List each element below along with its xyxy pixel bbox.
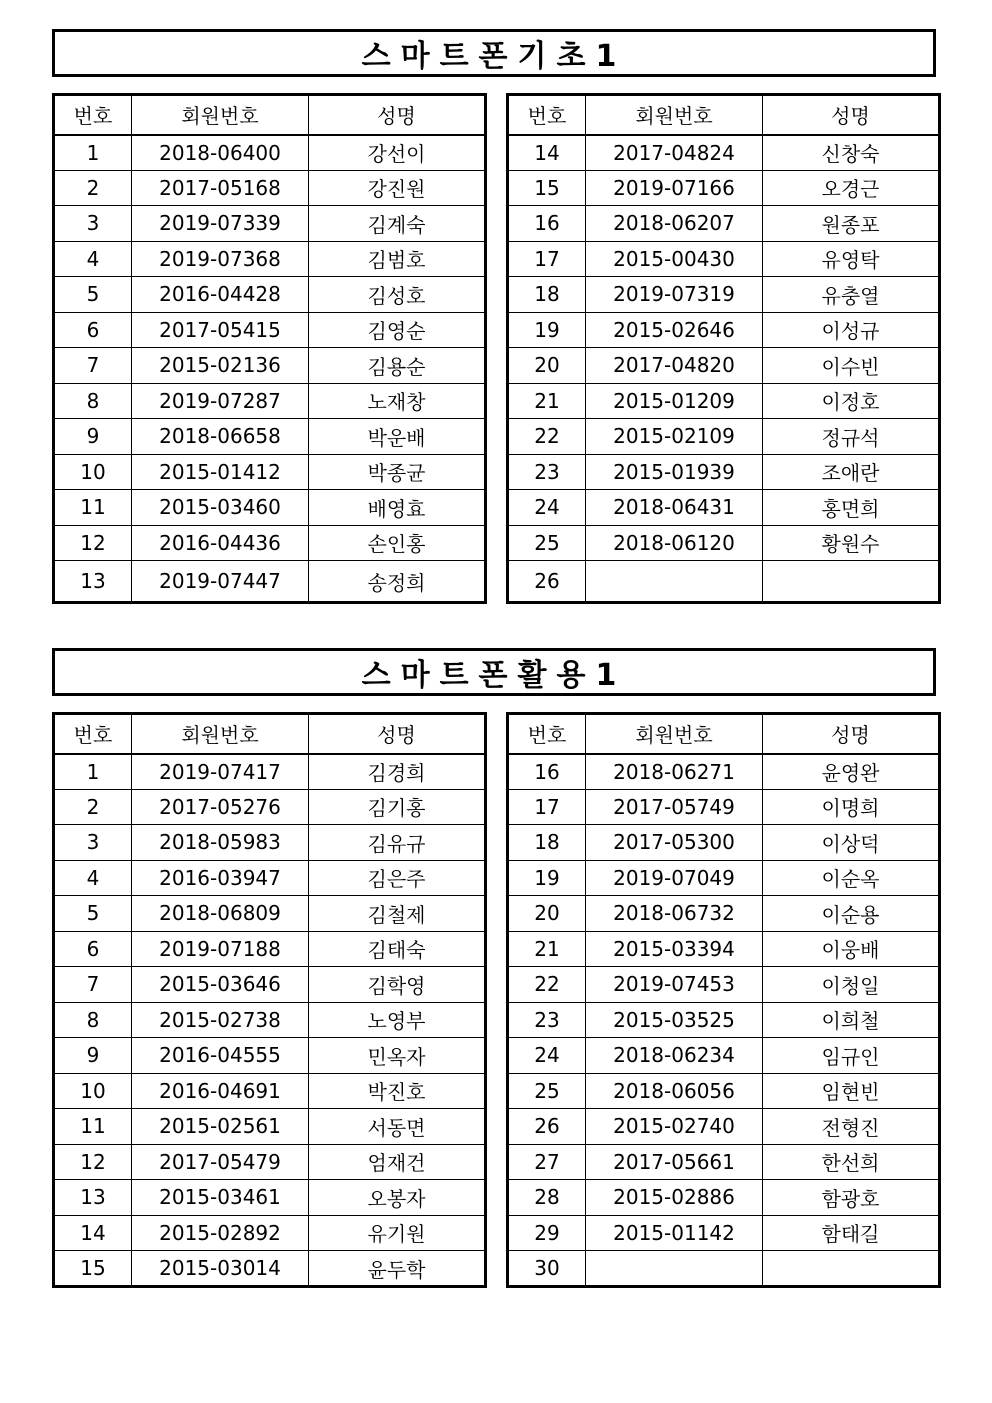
member-id: 2016-04555 [132,1038,309,1074]
row-number: 21 [508,931,586,967]
row-number: 23 [508,1002,586,1038]
roster-table-usage-right [506,712,941,1288]
table-row [54,1109,486,1145]
member-name: 배영효 [309,490,486,526]
member-name: 이청일 [763,967,940,1003]
row-number: 21 [508,383,586,419]
member-id: 2017-05168 [132,170,309,206]
row-number: 15 [508,170,586,206]
member-id: 2015-02892 [132,1215,309,1251]
member-id: 2017-05276 [132,789,309,825]
member-name: 노영부 [309,1002,486,1038]
table-header-row [54,714,486,754]
row-number: 3 [54,206,132,242]
header-number: 번호 [54,95,132,135]
member-id: 2018-06809 [132,896,309,932]
table-row [508,1180,940,1216]
member-name [763,1251,940,1287]
member-id: 2017-05749 [586,789,763,825]
member-name: 김태숙 [309,931,486,967]
row-number: 12 [54,1144,132,1180]
table-row [54,1180,486,1216]
header-member-id: 회원번호 [132,714,309,754]
member-name: 김성호 [309,277,486,313]
member-id: 2017-04824 [586,135,763,171]
table-row [508,383,940,419]
row-number: 13 [54,1180,132,1216]
table-row [508,896,940,932]
row-number: 28 [508,1180,586,1216]
roster-table-usage-left [52,712,487,1288]
member-id: 2019-07166 [586,170,763,206]
table-row [508,348,940,384]
member-id: 2015-02738 [132,1002,309,1038]
member-id: 2018-06234 [586,1038,763,1074]
member-name: 송정희 [309,561,486,603]
row-number: 10 [54,454,132,490]
table-row [54,1144,486,1180]
member-name: 이수빈 [763,348,940,384]
member-id: 2019-07319 [586,277,763,313]
table-row [508,1073,940,1109]
member-name: 노재창 [309,383,486,419]
member-id: 2015-02136 [132,348,309,384]
row-number: 5 [54,277,132,313]
table-row [508,170,940,206]
member-name: 엄재건 [309,1144,486,1180]
member-id: 2018-06658 [132,419,309,455]
member-id: 2015-02740 [586,1109,763,1145]
row-number: 14 [54,1215,132,1251]
table-row [508,931,940,967]
table-row [508,525,940,561]
row-number: 15 [54,1251,132,1287]
member-id: 2019-07417 [132,754,309,790]
row-number: 13 [54,561,132,603]
table-row [508,135,940,171]
table-row [54,170,486,206]
member-id [586,1251,763,1287]
table-row [54,754,486,790]
table-row [54,348,486,384]
member-name: 오봉자 [309,1180,486,1216]
member-id: 2018-06431 [586,490,763,526]
member-name: 강진원 [309,170,486,206]
table-row [508,1215,940,1251]
member-name: 김기홍 [309,789,486,825]
member-id: 2015-00430 [586,241,763,277]
row-number: 17 [508,241,586,277]
member-id: 2015-01142 [586,1215,763,1251]
table-row [508,490,940,526]
member-name: 원종포 [763,206,940,242]
member-id: 2015-03460 [132,490,309,526]
row-number: 20 [508,348,586,384]
member-name: 조애란 [763,454,940,490]
roster-table-basics-left [52,93,487,604]
member-name: 윤두학 [309,1251,486,1287]
table-row [508,825,940,861]
member-id: 2018-06056 [586,1073,763,1109]
member-name: 박종균 [309,454,486,490]
header-name: 성명 [309,95,486,135]
table-row [508,419,940,455]
row-number: 2 [54,789,132,825]
row-number: 5 [54,896,132,932]
table-row [54,277,486,313]
row-number: 30 [508,1251,586,1287]
header-number: 번호 [508,714,586,754]
table-row [508,1002,940,1038]
member-id: 2016-03947 [132,860,309,896]
table-header-row [54,95,486,135]
table-row [54,312,486,348]
member-name: 서동면 [309,1109,486,1145]
row-number: 24 [508,490,586,526]
row-number: 19 [508,312,586,348]
member-name: 김범호 [309,241,486,277]
member-name: 한선희 [763,1144,940,1180]
table-row [54,825,486,861]
member-name: 황원수 [763,525,940,561]
member-id: 2017-04820 [586,348,763,384]
row-number: 10 [54,1073,132,1109]
table-row [508,454,940,490]
row-number: 12 [54,525,132,561]
row-number: 18 [508,277,586,313]
row-number: 1 [54,135,132,171]
member-id: 2017-05661 [586,1144,763,1180]
row-number: 16 [508,754,586,790]
table-row [508,789,940,825]
header-number: 번호 [54,714,132,754]
member-id: 2015-02646 [586,312,763,348]
row-number: 7 [54,348,132,384]
member-id: 2018-05983 [132,825,309,861]
member-name: 이상덕 [763,825,940,861]
member-id: 2019-07188 [132,931,309,967]
header-member-id: 회원번호 [586,95,763,135]
member-name: 유영탁 [763,241,940,277]
member-id: 2018-06400 [132,135,309,171]
row-number: 4 [54,860,132,896]
member-name: 민옥자 [309,1038,486,1074]
member-id: 2015-01412 [132,454,309,490]
member-id: 2017-05300 [586,825,763,861]
table-row [54,383,486,419]
member-id: 2019-07049 [586,860,763,896]
table-row [54,967,486,1003]
table-row [508,241,940,277]
member-name: 유충열 [763,277,940,313]
table-row [54,561,486,603]
member-id: 2016-04436 [132,525,309,561]
table-row [508,1109,940,1145]
row-number: 6 [54,312,132,348]
row-number: 6 [54,931,132,967]
member-name: 오경근 [763,170,940,206]
row-number: 29 [508,1215,586,1251]
member-id: 2016-04428 [132,277,309,313]
member-name: 홍면희 [763,490,940,526]
table-row [54,1251,486,1287]
row-number: 22 [508,419,586,455]
member-id: 2015-01209 [586,383,763,419]
table-row [508,1251,940,1287]
member-name: 손인홍 [309,525,486,561]
member-id: 2019-07453 [586,967,763,1003]
table-row [508,206,940,242]
member-id: 2018-06732 [586,896,763,932]
table-row [54,860,486,896]
row-number: 7 [54,967,132,1003]
member-name: 윤영완 [763,754,940,790]
member-name: 김은주 [309,860,486,896]
table-row [54,135,486,171]
row-number: 19 [508,860,586,896]
table-row [508,754,940,790]
table-row [54,419,486,455]
member-id: 2015-02561 [132,1109,309,1145]
row-number: 18 [508,825,586,861]
member-name: 김경희 [309,754,486,790]
member-id: 2019-07339 [132,206,309,242]
member-name: 이웅배 [763,931,940,967]
table-row [54,931,486,967]
row-number: 25 [508,525,586,561]
row-number: 1 [54,754,132,790]
member-name [763,561,940,603]
member-id: 2018-06120 [586,525,763,561]
row-number: 22 [508,967,586,1003]
member-id: 2016-04691 [132,1073,309,1109]
header-number: 번호 [508,95,586,135]
table-row [508,561,940,603]
member-name: 김용순 [309,348,486,384]
member-name: 신창숙 [763,135,940,171]
member-id: 2015-02109 [586,419,763,455]
member-name: 함태길 [763,1215,940,1251]
member-id: 2018-06271 [586,754,763,790]
member-name: 정규석 [763,419,940,455]
roster-table-basics-right [506,93,941,604]
row-number: 27 [508,1144,586,1180]
row-number: 14 [508,135,586,171]
member-name: 김유규 [309,825,486,861]
member-id: 2018-06207 [586,206,763,242]
member-id: 2017-05415 [132,312,309,348]
member-name: 김계숙 [309,206,486,242]
table-row [508,277,940,313]
row-number: 9 [54,1038,132,1074]
row-number: 11 [54,490,132,526]
table-row [508,1144,940,1180]
row-number: 8 [54,1002,132,1038]
member-id: 2015-01939 [586,454,763,490]
header-name: 성명 [763,714,940,754]
member-name: 강선이 [309,135,486,171]
member-name: 임현빈 [763,1073,940,1109]
member-name: 이명희 [763,789,940,825]
member-name: 박운배 [309,419,486,455]
member-name: 이정호 [763,383,940,419]
table-row [54,206,486,242]
member-id: 2015-03461 [132,1180,309,1216]
row-number: 24 [508,1038,586,1074]
member-id [586,561,763,603]
member-name: 유기원 [309,1215,486,1251]
member-id: 2015-03014 [132,1251,309,1287]
table-row [54,490,486,526]
table-row [54,789,486,825]
row-number: 2 [54,170,132,206]
row-number: 4 [54,241,132,277]
table-row [54,1038,486,1074]
member-id: 2015-02886 [586,1180,763,1216]
member-name: 전형진 [763,1109,940,1145]
member-id: 2015-03646 [132,967,309,1003]
table-row [54,241,486,277]
section-title-usage: 스마트폰활용1 [52,648,936,696]
member-id: 2017-05479 [132,1144,309,1180]
table-header-row [508,714,940,754]
row-number: 9 [54,419,132,455]
member-name: 김철제 [309,896,486,932]
table-header-row [508,95,940,135]
member-id: 2019-07287 [132,383,309,419]
table-row [508,967,940,1003]
header-name: 성명 [309,714,486,754]
row-number: 20 [508,896,586,932]
row-number: 17 [508,789,586,825]
table-row [54,896,486,932]
row-number: 3 [54,825,132,861]
table-row [508,312,940,348]
member-name: 이순옥 [763,860,940,896]
member-name: 이희철 [763,1002,940,1038]
table-row [54,525,486,561]
table-row [508,1038,940,1074]
row-number: 23 [508,454,586,490]
section-title-basics: 스마트폰기초1 [52,29,936,77]
member-name: 김영순 [309,312,486,348]
row-number: 26 [508,1109,586,1145]
member-name: 이성규 [763,312,940,348]
table-row [508,860,940,896]
header-member-id: 회원번호 [132,95,309,135]
table-row [54,1215,486,1251]
member-name: 이순용 [763,896,940,932]
member-id: 2015-03525 [586,1002,763,1038]
member-name: 임규인 [763,1038,940,1074]
member-id: 2019-07447 [132,561,309,603]
table-row [54,1002,486,1038]
header-member-id: 회원번호 [586,714,763,754]
member-name: 김학영 [309,967,486,1003]
row-number: 26 [508,561,586,603]
row-number: 11 [54,1109,132,1145]
member-id: 2019-07368 [132,241,309,277]
row-number: 8 [54,383,132,419]
table-row [54,454,486,490]
header-name: 성명 [763,95,940,135]
row-number: 16 [508,206,586,242]
table-row [54,1073,486,1109]
member-name: 박진호 [309,1073,486,1109]
row-number: 25 [508,1073,586,1109]
member-name: 함광호 [763,1180,940,1216]
member-id: 2015-03394 [586,931,763,967]
